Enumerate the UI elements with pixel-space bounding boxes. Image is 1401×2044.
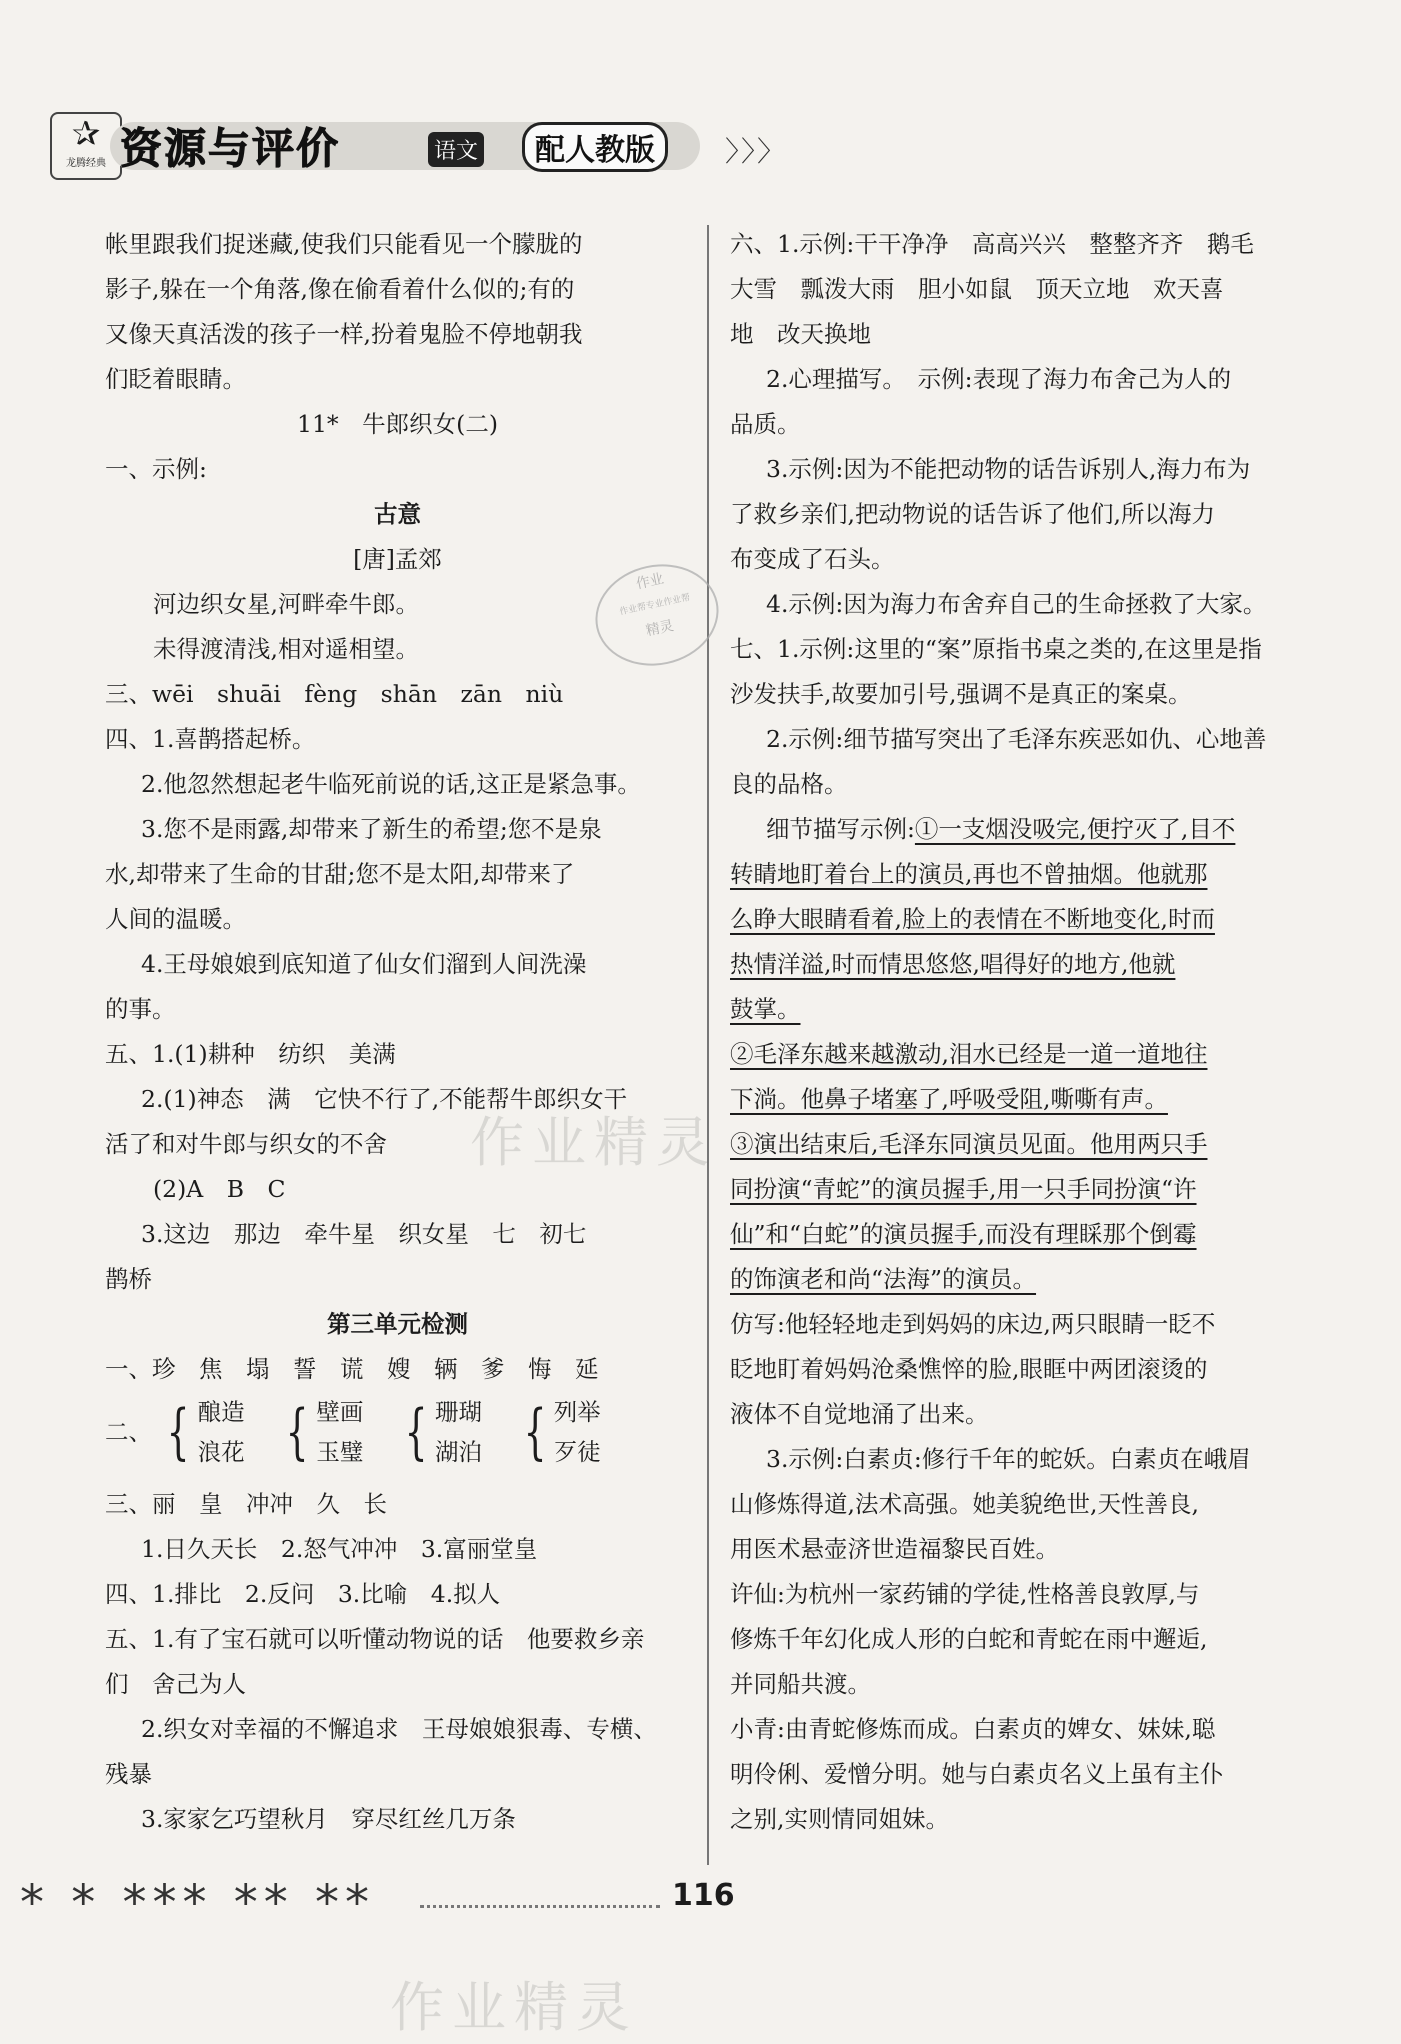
word-pair-group: { 壁画 玉璧 xyxy=(285,1397,364,1467)
answer-line: 残暴 xyxy=(105,1760,152,1788)
dotted-rule xyxy=(420,1905,660,1908)
column-divider xyxy=(707,225,709,1865)
answer-line: 大雪 瓢泼大雨 胆小如鼠 顶天立地 欢天喜 xyxy=(730,275,1224,303)
answer-line: 2.心理描写。 示例:表现了海力布舍己为人的 xyxy=(766,365,1232,393)
word: 浪花 xyxy=(197,1438,245,1466)
answer-line: 五、1.(1)耕种 纺织 美满 xyxy=(105,1040,396,1068)
section-heading: 第三单元检测 xyxy=(327,1310,468,1338)
question-heading: 一、示例: xyxy=(105,455,207,483)
answer-line: 并同船共渡。 xyxy=(730,1670,871,1698)
watermark-text: 作业精灵 xyxy=(390,1976,638,2039)
underlined-text: 鼓掌。 xyxy=(730,995,801,1023)
underlined-text: 同扮演“青蛇”的演员握手,用一只手同扮演“许 xyxy=(730,1175,1197,1203)
answer-line: 4.示例:因为海力布舍弃自己的生命拯救了大家。 xyxy=(766,590,1267,618)
answer-line: 鹊桥 xyxy=(105,1265,152,1293)
word: 歹徒 xyxy=(553,1438,601,1466)
answer-line: 四、1.喜鹊搭起桥。 xyxy=(105,725,316,753)
underlined-text: 么睁大眼睛看着,脸上的表情在不断地变化,时而 xyxy=(730,905,1215,933)
answer-line: 明伶俐、爱憎分明。她与白素贞名义上虽有主仆 xyxy=(730,1760,1224,1788)
detail-label: 细节描写示例: xyxy=(766,815,915,843)
logo-text: 龙腾经典 xyxy=(66,158,106,169)
answer-line: 六、1.示例:干干净净 高高兴兴 整整齐齐 鹅毛 xyxy=(730,230,1254,258)
text-line: 们眨着眼睛。 xyxy=(105,365,246,393)
word: 列举 xyxy=(553,1398,601,1426)
answer-line: 3.家家乞巧望秋月 穿尽红丝几万条 xyxy=(141,1805,516,1833)
word-pair-group: { 列举 歹徒 xyxy=(523,1397,601,1467)
answer-line: 2.他忽然想起老牛临死前说的话,这正是紧急事。 xyxy=(141,770,641,798)
word: 玉璧 xyxy=(316,1438,364,1466)
answer-line: (2)A B C xyxy=(153,1175,286,1203)
star-icon: ✰ xyxy=(71,114,101,154)
answer-line: 2.(1)神态 满 它快不行了,不能帮牛郎织女干 xyxy=(141,1085,628,1113)
answer-line: 们 舍己为人 xyxy=(105,1670,246,1698)
word-pairs xyxy=(105,1392,690,1482)
answer-line: 许仙:为杭州一家药铺的学徒,性格善良敦厚,与 xyxy=(730,1580,1200,1608)
poem-title: 古意 xyxy=(374,500,421,528)
answer-line: 了救乡亲们,把动物说的话告诉了他们,所以海力 xyxy=(730,500,1215,528)
answer-line: 3.示例:白素贞:修行千年的蛇妖。白素贞在峨眉 xyxy=(766,1445,1251,1473)
word: 壁画 xyxy=(316,1398,364,1426)
word: 酿造 xyxy=(197,1398,245,1426)
answer-line: 七、1.示例:这里的“案”原指书桌之类的,在这里是指 xyxy=(730,635,1262,663)
edition-label: 配人教版 xyxy=(522,122,668,172)
word: 湖泊 xyxy=(435,1438,483,1466)
answer-line: 眨地盯着妈妈沧桑憔悴的脸,眼眶中两团滚烫的 xyxy=(730,1355,1208,1383)
answer-line: 五、1.有了宝石就可以听懂动物说的话 他要救乡亲 xyxy=(105,1625,645,1653)
underlined-text: 的饰演老和尚“法海”的演员。 xyxy=(730,1265,1037,1293)
poem-author: [唐]孟郊 xyxy=(353,545,442,573)
underlined-text: 转睛地盯着台上的演员,再也不曾抽烟。他就那 xyxy=(730,860,1208,888)
answer-line: 人间的温暖。 xyxy=(105,905,246,933)
answer-line: 山修炼得道,法术高强。她美貌绝世,天性善良, xyxy=(730,1490,1199,1518)
text-line: 影子,躲在一个角落,像在偷看着什么似的;有的 xyxy=(105,275,575,303)
series-title: 资源与评价 xyxy=(120,124,341,173)
answer-line: 4.王母娘娘到底知道了仙女们溜到人间洗澡 xyxy=(141,950,587,978)
answer-line: 的事。 xyxy=(105,995,176,1023)
answer-line: 四、1.排比 2.反问 3.比喻 4.拟人 xyxy=(105,1580,501,1608)
answer-line: 三、丽 皇 冲冲 久 长 xyxy=(105,1490,387,1518)
answer-line: 2.织女对幸福的不懈追求 王母娘娘狠毒、专横、 xyxy=(141,1715,657,1743)
left-column xyxy=(105,222,690,1842)
answer-line: 3.这边 那边 牵牛星 织女星 七 初七 xyxy=(141,1220,587,1248)
text-line: 帐里跟我们捉迷藏,使我们只能看见一个朦胧的 xyxy=(105,230,583,258)
answer-line xyxy=(730,807,1300,852)
answer-line: 之别,实则情同姐妹。 xyxy=(730,1805,949,1833)
answer-line: 修炼千年幻化成人形的白蛇和青蛇在雨中邂逅, xyxy=(730,1625,1208,1653)
underlined-text: 仙”和“白蛇”的演员握手,而没有理睬那个倒霉 xyxy=(730,1220,1197,1248)
answer-line: 3.示例:因为不能把动物的话告诉别人,海力布为 xyxy=(766,455,1251,483)
underlined-text: 下淌。他鼻子堵塞了,呼吸受阻,嘶嘶有声。 xyxy=(730,1085,1168,1113)
subject-label: 语文 xyxy=(428,132,484,167)
answer-line: 水,却带来了生命的甘甜;您不是太阳,却带来了 xyxy=(105,860,575,888)
answer-line: 1.日久天长 2.怒气冲冲 3.富丽堂皇 xyxy=(141,1535,538,1563)
stamp-text: 作业 xyxy=(634,571,666,593)
underlined-text: ①一支烟没吸完,便拧灭了,目不 xyxy=(914,815,1236,843)
answer-line: 2.示例:细节描写突出了毛泽东疾恶如仇、心地善 xyxy=(766,725,1267,753)
page-number: 116 xyxy=(672,1878,735,1913)
stamp-text: 精灵 xyxy=(644,617,676,640)
watermark-text: 作业精灵 xyxy=(470,1111,718,1174)
answer-line: 地 改天换地 xyxy=(730,320,871,348)
answer-line: 品质。 xyxy=(730,410,801,438)
chevron-right-icon: 〉〉〉 xyxy=(725,135,788,168)
answer-line: 一、珍 焦 塌 誓 谎 嫂 辆 爹 悔 延 xyxy=(105,1355,599,1383)
pinyin-answer: 三、wēi shuāi fèng shān zān niù xyxy=(105,680,564,708)
answer-line: 3.您不是雨露,却带来了新生的希望;您不是泉 xyxy=(141,815,602,843)
question-number: 二、 xyxy=(105,1418,152,1446)
underlined-text: ③演出结束后,毛泽东同演员见面。他用两只手 xyxy=(730,1130,1208,1158)
answer-line: 液体不自觉地涌了出来。 xyxy=(730,1400,989,1428)
underlined-text: 热情洋溢,时而情思悠悠,唱得好的地方,他就 xyxy=(730,950,1176,978)
answer-line: 小青:由青蛇修炼而成。白素贞的婢女、妹妹,聪 xyxy=(730,1715,1216,1743)
text-line: 又像天真活泼的孩子一样,扮着鬼脸不停地朝我 xyxy=(105,320,583,348)
decorative-stars-icon: * * *** ** ** xyxy=(20,1875,376,1931)
answer-line: 用医术悬壶济世造福黎民百姓。 xyxy=(730,1535,1059,1563)
right-column xyxy=(730,222,1300,1842)
poem-line: 未得渡清浅,相对遥相望。 xyxy=(153,635,419,663)
answer-line: 活了和对牛郎与织女的不舍 xyxy=(105,1130,387,1158)
answer-line: 仿写:他轻轻地走到妈妈的床边,两只眼睛一眨不 xyxy=(730,1310,1216,1338)
answer-line: 良的品格。 xyxy=(730,770,848,798)
word-pair-group: { 酿造 浪花 xyxy=(167,1397,245,1467)
poem-line: 河边织女星,河畔牵牛郎。 xyxy=(153,590,419,618)
word-pair-group: { 珊瑚 湖泊 xyxy=(404,1397,483,1467)
word: 珊瑚 xyxy=(435,1398,483,1426)
answer-line: 沙发扶手,故要加引号,强调不是真正的案桌。 xyxy=(730,680,1192,708)
answer-line: 布变成了石头。 xyxy=(730,545,895,573)
page-header xyxy=(50,112,788,176)
lesson-title: 11* 牛郎织女(二) xyxy=(297,410,498,438)
stamp-text: 作业帮专业作业帮 xyxy=(618,592,692,618)
underlined-text: ②毛泽东越来越激动,泪水已经是一道一道地往 xyxy=(730,1040,1208,1068)
